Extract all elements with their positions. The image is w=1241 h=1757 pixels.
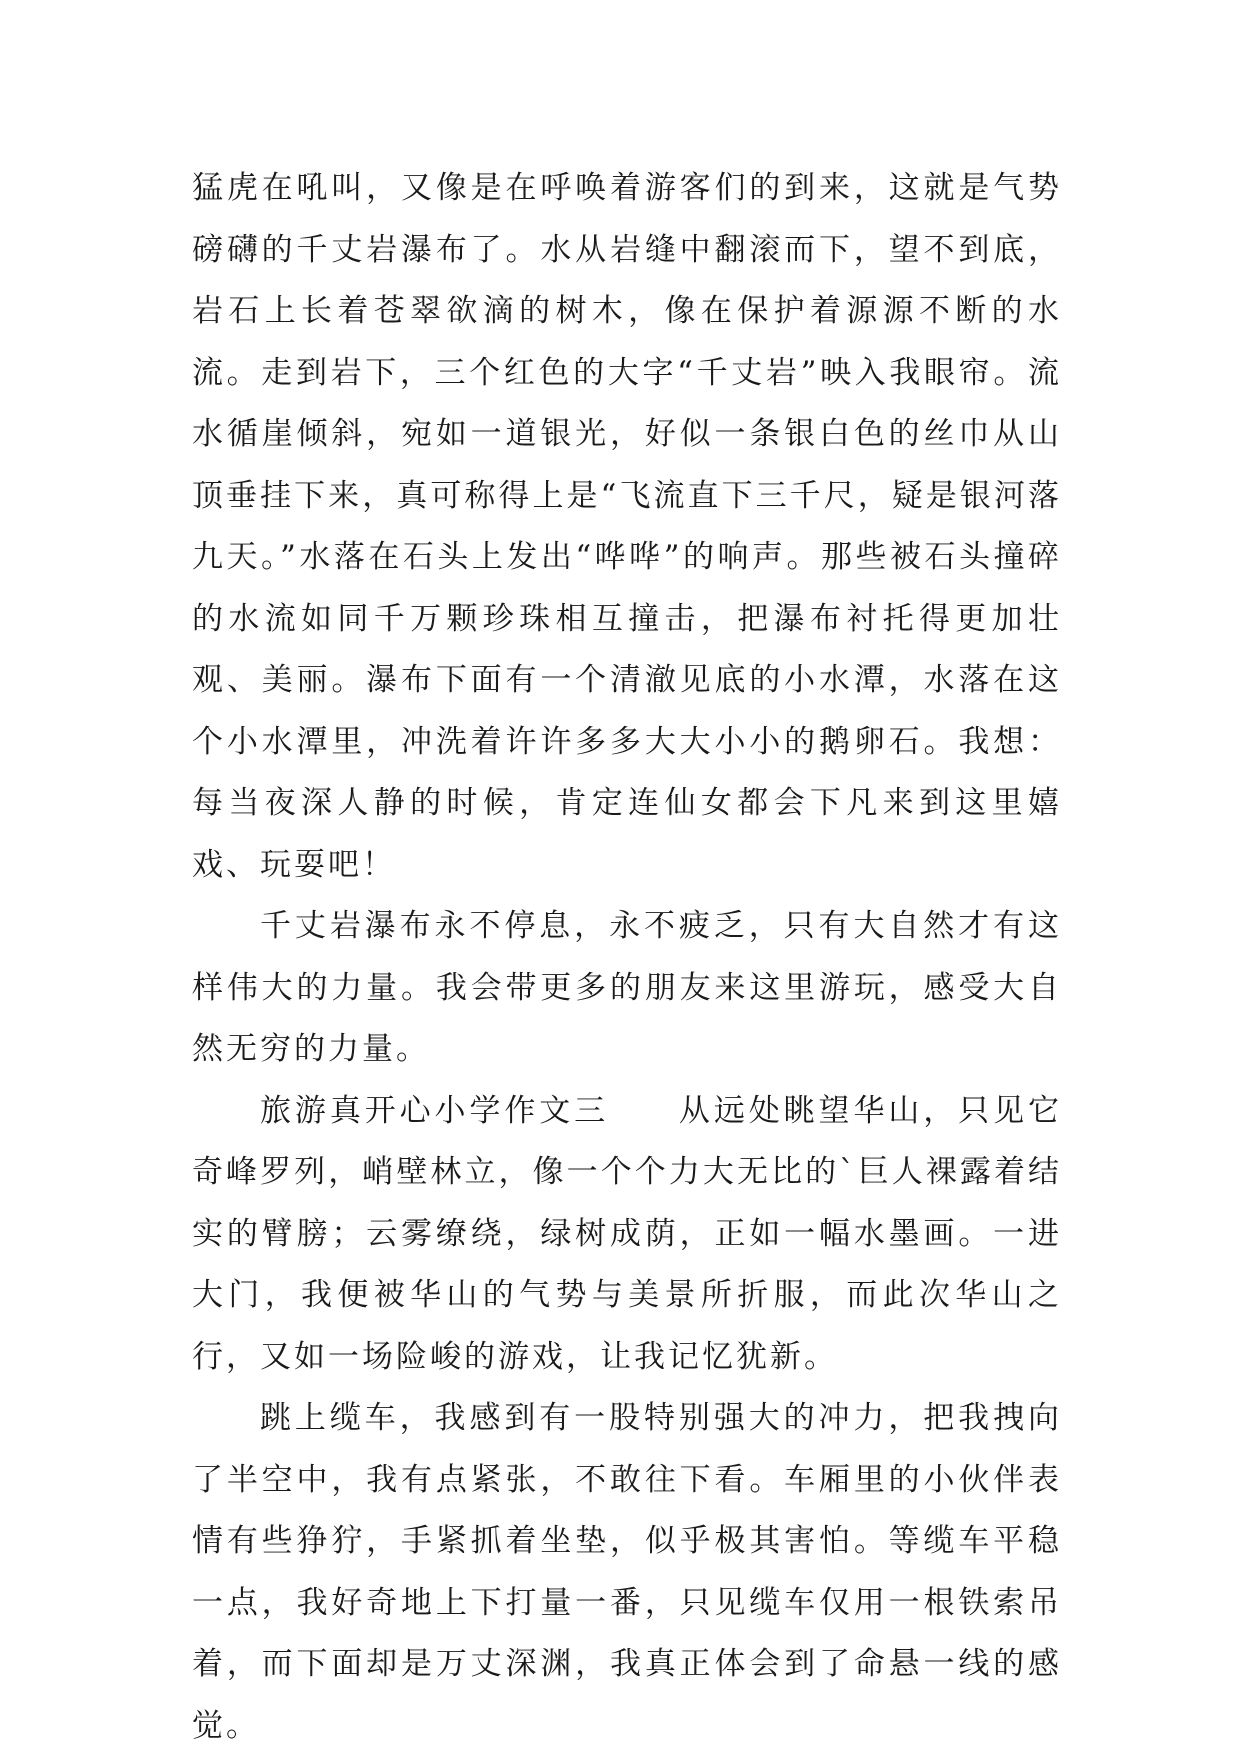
document-body <box>192 158 1062 1757</box>
paragraph-waterfall-conclusion: 千丈岩瀑布永不停息，永不疲乏，只有大自然才有这样伟大的力量。我会带更多的朋友来这里游玩，感受大自然无穷的力量。 <box>192 908 1062 1067</box>
paragraph-cable-car: 跳上缆车，我感到有一股特别强大的冲力，把我拽向了半空中，我有点紧张，不敢往下看。车厢里的小伙伴表情有些狰狞，手紧抓着坐垫，似乎极其害怕。等缆车平稳一点，我好奇地上下打量一番，只见缆车仅用一根铁索吊着，而下面却是万丈深渊，我真正体会到了命悬一线的感觉。 <box>192 1400 1062 1744</box>
paragraph-waterfall-description: 猛虎在吼叫，又像是在呼唤着游客们的到来，这就是气势磅礴的千丈岩瀑布了。水从岩缝中翻滚而下，望不到底，岩石上长着苍翠欲滴的树木，像在保护着源源不断的水流。走到岩下，三个红色的大字“千丈岩”映入我眼帘。流水循崖倾斜，宛如一道银光，好似一条银白色的丝巾从山顶垂挂下来，真可称得上是“飞流直下三千尺，疑是银河落九天。”水落在石头上发出“哗哗”的响声。那些被石头撞碎的水流如同千万颗珍珠相互撞击，把瀑布衬托得更加壮观、美丽。瀑布下面有一个清澈见底的小水潭，水落在这个小水潭里，冲洗着许许多多大大小小的鹅卵石。我想：每当夜深人静的时候，肯定连仙女都会下凡来到这里嬉戏、玩耍吧！ <box>192 170 1062 883</box>
paragraph-huashan-intro: 旅游真开心小学作文三 从远处眺望华山，只见它奇峰罗列，峭壁林立，像一个个力大无比的`巨人裸露着结实的臂膀；云雾缭绕，绿树成荫，正如一幅水墨画。一进大门，我便被华山的气势与美景所折服，而此次华山之行，又如一场险峻的游戏，让我记忆犹新。 <box>192 1092 1062 1375</box>
